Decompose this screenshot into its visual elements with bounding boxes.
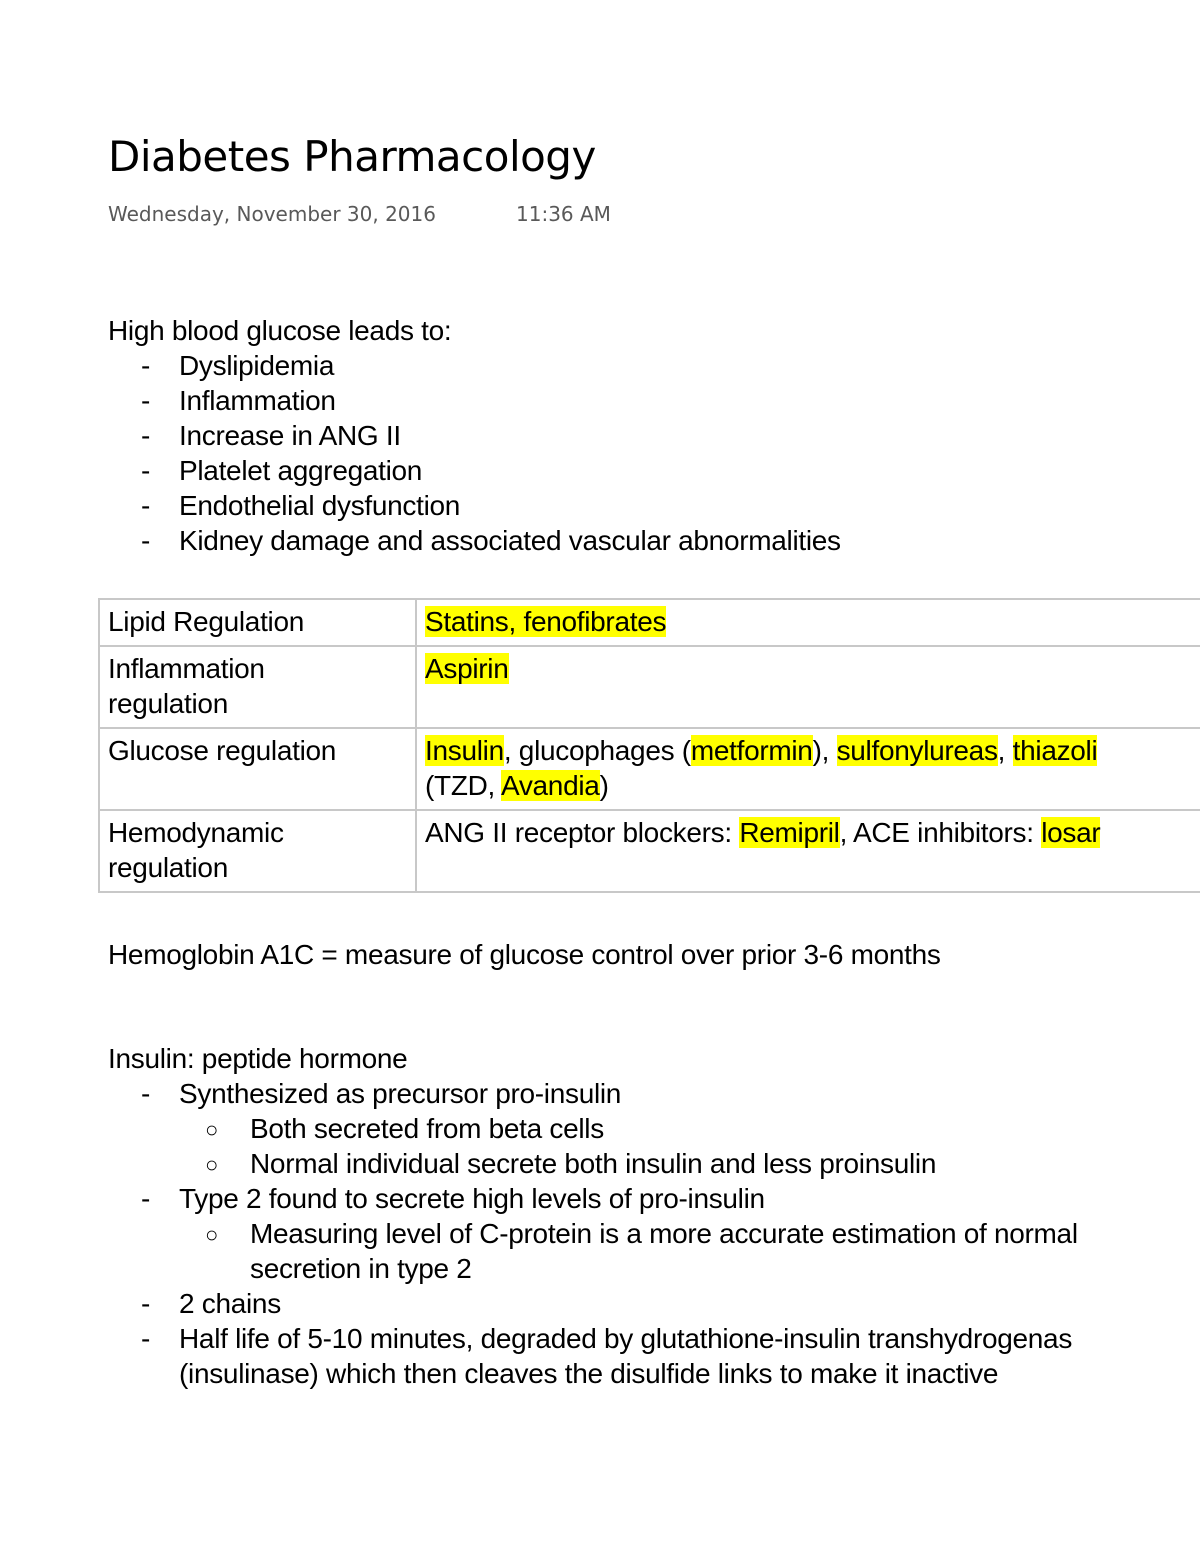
note-time: 11:36 AM: [516, 202, 611, 226]
row-label: Hemodynamic: [108, 817, 284, 848]
sub-list-item-line: secretion in type 2: [250, 1253, 472, 1284]
list-item: [108, 1321, 1078, 1391]
list-item-text: - Type 2 found to secrete high levels of pro-insulin: [179, 1183, 765, 1214]
table-cell-label: [99, 646, 416, 728]
cell-text: (TZD,: [425, 770, 501, 801]
effects-list: [108, 348, 841, 558]
list-item-line: - Half life of 5-10 minutes, degraded by glutathione-insulin transhydrogenas: [179, 1323, 1073, 1354]
list-item-text: - Synthesized as precursor pro-insulin: [179, 1078, 622, 1109]
cell-text: , glucophages (: [503, 735, 691, 766]
table-cell-label: [99, 728, 416, 810]
cell-text: , ACE inhibitors:: [839, 817, 1042, 848]
table-row: [99, 810, 1200, 892]
list-item: - 2 chains: [108, 1286, 1078, 1321]
sub-list-item: ○ Both secreted from beta cells: [179, 1111, 1078, 1146]
list-item: - Endothelial dysfunction: [108, 488, 841, 523]
cell-text: ANG II receptor blockers:: [425, 817, 740, 848]
highlighted-drug: metformin: [690, 735, 813, 766]
section-heading: High blood glucose leads to:: [108, 315, 452, 346]
row-label-line2: regulation: [108, 852, 228, 883]
cell-text: ): [599, 770, 609, 801]
row-label: Inflammation: [108, 653, 265, 684]
list-item: - Platelet aggregation: [108, 453, 841, 488]
cell-text: ),: [812, 735, 837, 766]
highlighted-drug: Aspirin: [425, 653, 509, 684]
highlighted-drug: thiazoli: [1012, 735, 1098, 766]
highlighted-drug: Statins, fenofibrates: [425, 606, 667, 637]
sub-list: [179, 1216, 1078, 1286]
list-item-line: (insulinase) which then cleaves the disulfide links to make it inactive: [179, 1358, 999, 1389]
table-cell-value: [416, 646, 1200, 728]
glucose-effects-section: [108, 313, 841, 558]
a1c-note: Hemoglobin A1C = measure of glucose control over prior 3-6 months: [108, 939, 941, 970]
insulin-section: [108, 1041, 1078, 1391]
note-date: Wednesday, November 30, 2016: [108, 202, 436, 226]
list-item: - Increase in ANG II: [108, 418, 841, 453]
sub-list-item-line: ○ Measuring level of C-protein is a more accurate estimation of normal: [250, 1218, 1078, 1249]
table-cell-value: [416, 599, 1200, 646]
sub-list-item: ○ Normal individual secrete both insulin and less proinsulin: [179, 1146, 1078, 1181]
insulin-list: [108, 1076, 1078, 1391]
table-row: [99, 728, 1200, 810]
table-row: [99, 646, 1200, 728]
row-label: Lipid Regulation: [108, 606, 305, 637]
table-cell-value: [416, 810, 1200, 892]
page-title: Diabetes Pharmacology: [108, 132, 596, 181]
row-label: Glucose regulation: [108, 735, 337, 766]
table-cell-value: [416, 728, 1200, 810]
sub-list: [179, 1111, 1078, 1181]
table-cell-label: [99, 810, 416, 892]
sub-list-item: [179, 1216, 1078, 1286]
row-label-line2: regulation: [108, 688, 228, 719]
list-item: [108, 1181, 1078, 1286]
highlighted-drug: losar: [1041, 817, 1101, 848]
cell-text: ,: [997, 735, 1013, 766]
list-item: - Kidney damage and associated vascular abnormalities: [108, 523, 841, 558]
list-item: [108, 1076, 1078, 1181]
section-heading: Insulin: peptide hormone: [108, 1043, 408, 1074]
highlighted-drug: Avandia: [500, 770, 600, 801]
regulation-table: [98, 598, 1200, 893]
list-item: - Inflammation: [108, 383, 841, 418]
list-item: - Dyslipidemia: [108, 348, 841, 383]
table-cell-label: [99, 599, 416, 646]
highlighted-drug: Insulin: [425, 735, 504, 766]
highlighted-drug: sulfonylureas: [836, 735, 998, 766]
table-row: [99, 599, 1200, 646]
highlighted-drug: Remipril: [739, 817, 840, 848]
